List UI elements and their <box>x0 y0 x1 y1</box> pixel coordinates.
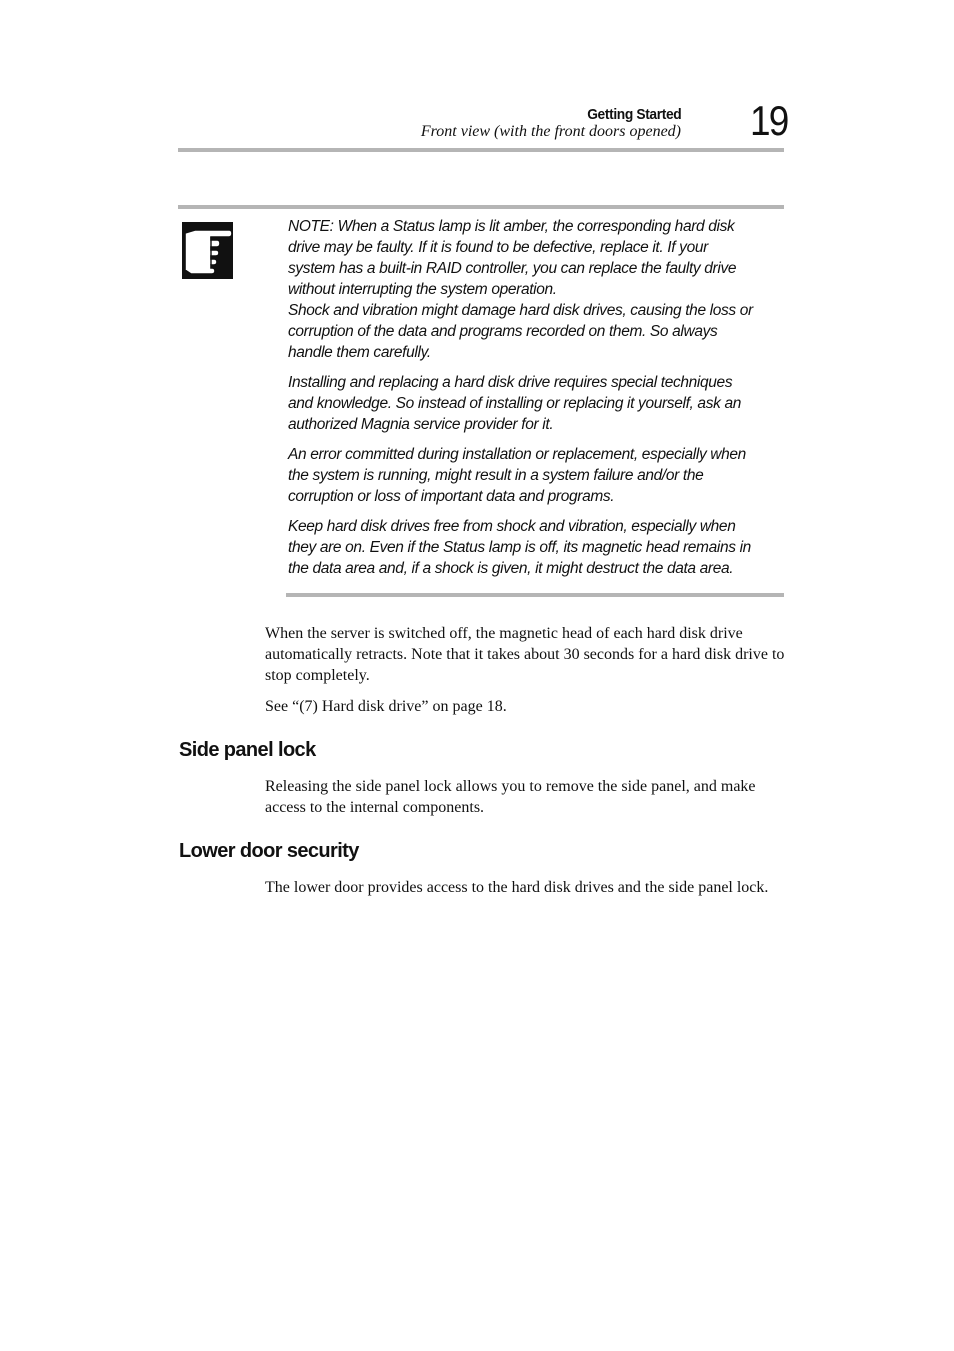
note-paragraph: An error committed during installation or replacement, especially when the system is running, might result in a system failure and/or the corruption or loss of important data and programs. <box>288 446 746 505</box>
note-paragraph: Keep hard disk drives free from shock and vibration, especially when they are on. Even if the Status lamp is off, its magnetic head remains in the data area and, if a shock is given, it might destruct the data area. <box>288 518 751 577</box>
running-header-chapter: Getting Started <box>586 106 681 123</box>
page-number: 19 <box>750 97 788 144</box>
section-heading-side-panel-lock: Side panel lock <box>179 739 316 761</box>
note-paragraph: Installing and replacing a hard disk drive requires special techniques and knowledge. So instead of installing or replacing it yourself, ask an authorized Magnia service provider for it. <box>288 374 741 433</box>
section-heading-lower-door-security: Lower door security <box>179 840 359 862</box>
pointing-hand-icon <box>181 221 234 280</box>
running-header-section: Front view (with the front doors opened) <box>420 123 681 140</box>
body-paragraph: Releasing the side panel lock allows you to remove the side panel, and make access to the internal components. <box>265 778 756 816</box>
cross-reference: See “(7) Hard disk drive” on page 18. <box>265 698 507 715</box>
note-top-rule <box>178 205 784 209</box>
note-paragraph: Shock and vibration might damage hard disk drives, causing the loss or corruption of the data and programs recorded on them. So always handle them carefully. <box>288 302 753 361</box>
body-paragraph: When the server is switched off, the magnetic head of each hard disk drive automatically retracts. Note that it takes about 30 seconds for a hard disk drive to stop completely. <box>265 625 785 684</box>
body-paragraph: The lower door provides access to the hard disk drives and the side panel lock. <box>265 879 769 896</box>
note-bottom-rule <box>286 593 784 597</box>
header-rule <box>178 148 784 152</box>
note-paragraph: NOTE: When a Status lamp is lit amber, the corresponding hard disk drive may be faulty. If it is found to be defective, replace it. If your system has a built-in RAID controller, you can replace the faulty drive without interrupting the system operation. <box>288 218 737 298</box>
note-body <box>288 216 758 588</box>
